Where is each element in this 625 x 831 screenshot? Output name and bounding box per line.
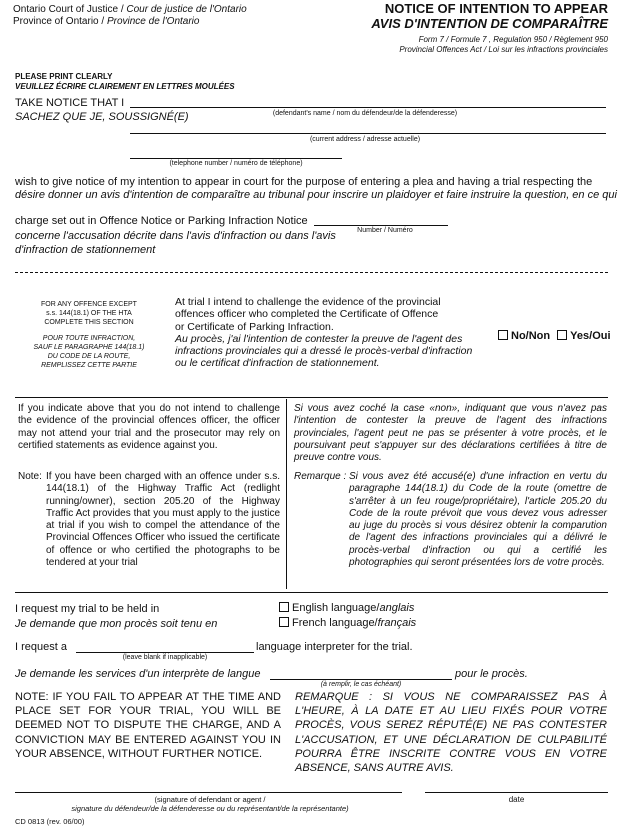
date-caption: date — [508, 795, 525, 804]
interpreter-en-line — [76, 652, 254, 653]
act-reference: Provincial Offences Act / Loi sur les infractions provinciales — [399, 45, 608, 54]
charge-fr-2: d'infraction de stationnement — [15, 244, 156, 256]
except-en-line: s.s. 144(18.1) OF THE HTA — [46, 310, 132, 317]
province-name — [13, 16, 199, 27]
challenge-text — [175, 296, 472, 370]
english-label: English language/ — [292, 602, 380, 614]
charge-number-line — [314, 225, 448, 226]
interpreter-en-prefix: I request a — [15, 641, 67, 653]
dashed-separator — [15, 272, 608, 273]
phone-field[interactable] — [134, 142, 340, 156]
address-caption: (current address / adresse actuelle) — [309, 136, 421, 143]
remarque-label: Remarque : — [294, 471, 347, 482]
except-en-line: COMPLETE THIS SECTION — [44, 319, 134, 326]
charge-number-caption: Number / Numéro — [357, 227, 413, 234]
except-fr-line: DU CODE DE LA ROUTE, — [47, 353, 131, 360]
no-checkbox[interactable] — [498, 330, 508, 340]
trial-language-en: I request my trial to be held in — [15, 603, 160, 615]
defendant-name-field[interactable] — [134, 93, 604, 107]
charge-fr-1: concerne l'accusation décrite dans l'avis d'infraction ou dans l'avis — [15, 230, 336, 242]
date-field[interactable] — [427, 777, 606, 791]
info-left-note — [18, 471, 280, 569]
challenge-en-line: offences officer who completed the Certificate of Offence — [175, 308, 439, 321]
warning-en: NOTE: IF YOU FAIL TO APPEAR AT THE TIME AND PLACE SET FOR YOUR TRIAL, YOU WILL BE DEEMED NOT TO DISPUTE THE CHARGE, AND A CONVICTION MAY BE ENTERED AGAINST YOU IN YOUR ABSENCE, WITHOUT FURTHER NOTICE. — [15, 691, 281, 760]
challenge-en-line: or Certificate of Parking Infraction. — [175, 320, 334, 333]
address-field[interactable] — [134, 118, 604, 132]
defendant-name-line — [130, 107, 606, 108]
interpreter-en-caption: (leave blank if inapplicable) — [122, 654, 208, 661]
court-name-fr: Cour de justice de l'Ontario — [126, 4, 247, 15]
interpreter-fr-prefix: Je demande les services d'un interprète de langue — [15, 668, 261, 680]
note-label: Note: — [18, 471, 42, 482]
warning-fr: REMARQUE : SI VOUS NE COMPARAISSEZ PAS À L'HEURE, À LA DATE ET AU LIEU FIXÉS POUR VOTRE PROCÈS, VOUS SEREZ RÉPUTÉ(E) NE PAS CONTESTER L'ACCUSATION, ET UNE DÉCLARATION DE CULPABILITÉ POURRA ÊTRE INSCRITE CONTRE VOUS EN VOTRE ABSENCE, SANS AUTRE AVIS. — [295, 691, 607, 775]
english-option — [279, 602, 414, 614]
form-reference: Form 7 / Formule 7 , Regulation 950 / Règlement 950 — [418, 35, 608, 44]
french-checkbox[interactable] — [279, 617, 289, 627]
slash: / — [118, 4, 127, 15]
wish-fr: désire donner un avis d'intention de comparaître au tribunal pour inscrire un plaidoyer et faire instruire la question, en ce qui — [15, 189, 617, 201]
title-fr: AVIS D'INTENTION DE COMPARAÎTRE — [371, 16, 608, 31]
challenge-fr-line: ou le certificat d'infraction de stationnement. — [175, 357, 380, 370]
print-clearly-fr: VEUILLEZ ÉCRIRE CLAIREMENT EN LETTRES MOULÉES — [15, 82, 235, 91]
challenge-fr-line: Au procès, j'ai l'intention de contester la preuve de l'agent des — [175, 332, 463, 345]
interpreter-en-suffix: language interpreter for the trial. — [256, 641, 413, 653]
challenge-options — [498, 330, 611, 342]
charge-number-field[interactable] — [316, 212, 446, 225]
address-line — [130, 133, 606, 134]
date-line — [425, 792, 608, 793]
province-name-fr: Province de l'Ontario — [106, 16, 200, 27]
take-notice-en: TAKE NOTICE THAT I — [15, 97, 125, 109]
except-fr-line: SAUF LE PARAGRAPHE 144(18.1) — [33, 344, 145, 351]
except-fr-line: REMPLISSEZ CETTE PARTIE — [41, 362, 137, 369]
take-notice-fr: SACHEZ QUE JE, SOUSSIGNÉ(E) — [15, 111, 189, 123]
no-label: No/Non — [511, 330, 551, 342]
court-name — [13, 4, 247, 15]
info-bottom-rule — [15, 592, 608, 593]
info-left-paragraph: If you indicate above that you do not intend to challenge the evidence of the provincial offences officer, the officer may not attend your trial and the prosecutor may rely on certified statements as evidence against you. — [18, 403, 280, 451]
title-en: NOTICE OF INTENTION TO APPEAR — [384, 1, 608, 16]
court-name-en: Ontario Court of Justice — [13, 4, 119, 15]
french-label: French language/ — [292, 617, 378, 629]
remarque-text: Si vous avez été accusé(e) d'une infraction en vertu du paragraphe 144(18.1) du Code de la route (omettre de s'arrêter à un feu rouge/propriétaire), l'article 205.20 du Code de la route prévoit que vous devez vous adresser au juge du procès si vous désirez obtenir la comparution de l'agent des infractions provinciales qui a délivré le procès-verbal d'infraction ou qui a certifié les photographies qui seront présentées lors de votre procès. — [349, 471, 607, 569]
except-instructions — [15, 300, 163, 370]
english-label-fr: anglais — [379, 602, 415, 614]
yes-label: Yes/Oui — [570, 330, 611, 342]
except-en-line: FOR ANY OFFENCE EXCEPT — [41, 301, 137, 308]
french-option — [279, 617, 416, 629]
slash: / — [98, 16, 107, 27]
signature-caption-en: (signature of defendant or agent / — [154, 795, 266, 804]
except-fr-line: POUR TOUTE INFRACTION, — [42, 335, 136, 342]
trial-language-fr: Je demande que mon procès soit tenu en — [15, 618, 218, 630]
info-right-note — [294, 471, 607, 569]
interpreter-fr-suffix: pour le procès. — [455, 668, 528, 680]
phone-caption: (telephone number / numéro de téléphone) — [169, 160, 303, 167]
challenge-fr-line: infractions provinciales qui a dressé le procès-verbal d'infraction — [175, 345, 473, 358]
signature-field[interactable] — [17, 777, 400, 791]
province-name-en: Province of Ontario — [13, 16, 99, 27]
english-checkbox[interactable] — [279, 602, 289, 612]
interpreter-fr-caption: (à remplir, le cas échéant) — [320, 681, 402, 688]
note-text: If you have been charged with an offence under s.s. 144(18.1) of the Highway Traffic Act (redlight running/owner), section 205.20 of the Highway Traffic Act provides that you must apply to the justice at trial if you wish to compel the attendance of the Provincial Offences Officer who issued the certificate of offence or who certified the photographs to be tendered at your trial — [46, 471, 280, 569]
defendant-name-caption: (defendant's name / nom du défendeur/de la défenderesse) — [272, 110, 458, 117]
print-clearly-en: PLEASE PRINT CLEARLY — [15, 72, 113, 81]
french-label-fr: français — [377, 617, 417, 629]
signature-caption-fr: signature du défendeur/de la défenderesse ou du représentant/de la représentante) — [71, 804, 349, 813]
info-right-paragraph: Si vous avez coché la case «non», indiquant que vous n'avez pas l'intention de contester la preuve de l'agent des infractions provinciales, l'agent peut ne pas se présenter à votre procès, et le poursuivant peut s'appuyer sur des déclarations certifiées à titre de preuve contre vous. — [294, 403, 607, 464]
form-code: CD 0813 (rev. 06/00) — [15, 817, 85, 826]
charge-en: charge set out in Offence Notice or Parking Infraction Notice — [15, 215, 308, 227]
phone-line — [130, 158, 342, 159]
info-divider — [286, 399, 287, 589]
wish-en: wish to give notice of my intention to appear in court for the purpose of entering a plea and having a trial respecting the — [15, 176, 593, 188]
interpreter-fr-line — [270, 679, 452, 680]
yes-checkbox[interactable] — [557, 330, 567, 340]
challenge-en-line: At trial I intend to challenge the evidence of the provincial — [175, 296, 441, 308]
info-top-rule — [15, 397, 608, 398]
signature-line — [15, 792, 402, 793]
